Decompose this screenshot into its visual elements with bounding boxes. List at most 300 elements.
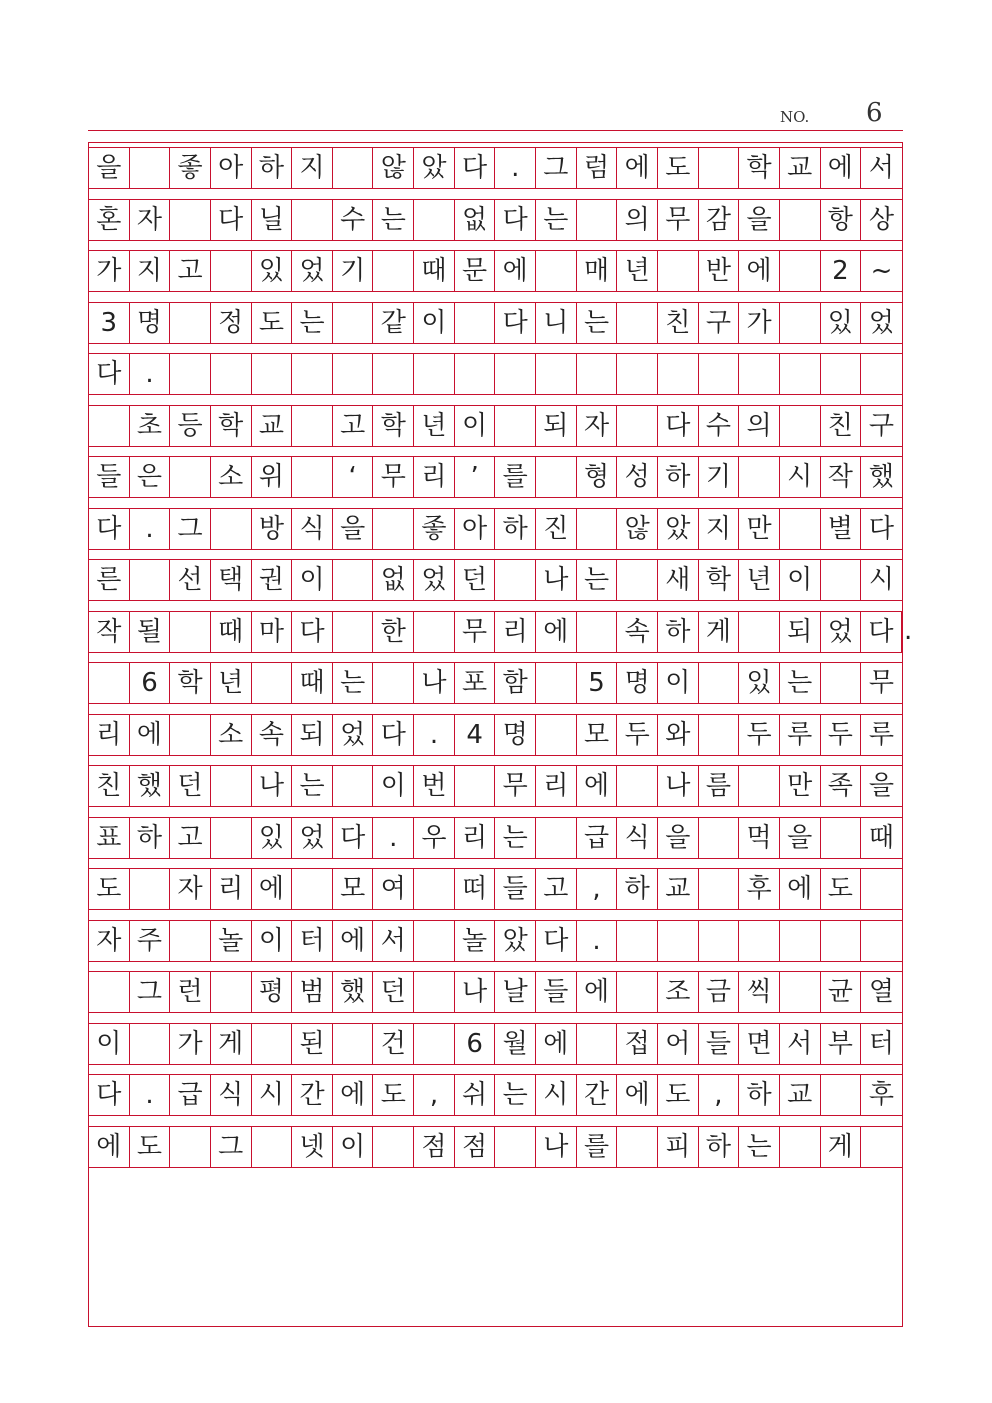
grid-cell — [617, 303, 658, 343]
grid-cell: 에 — [577, 972, 618, 1012]
grid-cell: 았 — [414, 148, 455, 188]
grid-cell — [861, 869, 902, 909]
grid-cell: 았 — [495, 921, 536, 961]
grid-cell: 형 — [577, 457, 618, 497]
grid-cell: 이 — [455, 406, 496, 446]
grid-cell: 등 — [170, 406, 211, 446]
grid-cell: 균 — [821, 972, 862, 1012]
grid-cell: 른 — [89, 560, 130, 600]
grid-cell: 이 — [292, 560, 333, 600]
grid-cell: 후 — [868, 1080, 895, 1110]
grid-cell: 다 — [89, 354, 130, 394]
grid-cell: 명 — [130, 303, 171, 343]
grid-cell — [699, 818, 740, 858]
grid-cell: 되 — [536, 406, 577, 446]
grid-cell: 되 — [292, 715, 333, 755]
grid-cell: 들 — [89, 457, 130, 497]
grid-cell: 의 — [739, 406, 780, 446]
grid-cell: . — [130, 509, 171, 549]
grid-cell: 고 — [170, 251, 211, 291]
grid-cell: 이 — [373, 766, 414, 806]
grid-cell: 우 — [414, 818, 455, 858]
grid-cell: 리 — [211, 869, 252, 909]
grid-cell: 기 — [699, 457, 740, 497]
grid-cell: 을 — [868, 771, 895, 801]
grid-cell: 했 — [130, 766, 171, 806]
grid-cell: 에 — [617, 148, 658, 188]
grid-cell: 모 — [577, 715, 618, 755]
grid-cell: 었 — [414, 560, 455, 600]
grid-cell — [333, 303, 374, 343]
grid-cell: 때 — [868, 822, 895, 853]
grid-cell: 던 — [455, 560, 496, 600]
grid-cell — [211, 766, 252, 806]
grid-cell — [536, 457, 577, 497]
grid-cell: 구 — [699, 303, 740, 343]
grid-cell: 무 — [658, 200, 699, 240]
grid-cell: , — [577, 869, 618, 909]
grid-cell: 있 — [252, 818, 293, 858]
grid-cell: . — [130, 1075, 171, 1115]
grid-cell: 친 — [821, 406, 862, 446]
grid-cell: , — [414, 1075, 455, 1115]
grid-cell — [252, 354, 293, 394]
page-number: 6 — [866, 98, 883, 128]
grid-cell: 름 — [699, 766, 740, 806]
grid-cell: . — [495, 148, 536, 188]
grid-cell — [333, 612, 374, 652]
grid-cell: 별 — [821, 509, 862, 549]
grid-cell: 도 — [821, 869, 862, 909]
grid-cell — [780, 972, 821, 1012]
grid-cell — [821, 354, 862, 394]
grid-cell: 있 — [821, 303, 862, 343]
header-rule — [88, 130, 903, 131]
grid-cell: 년 — [617, 251, 658, 291]
grid-cell: 권 — [252, 560, 293, 600]
grid-cell: . — [414, 715, 455, 755]
grid-cell: 리 — [414, 457, 455, 497]
grid-cell: 리 — [455, 818, 496, 858]
manuscript-line — [89, 559, 902, 601]
grid-cell: 학 — [373, 406, 414, 446]
grid-cell: 6 — [130, 663, 171, 703]
grid-cell: 이 — [658, 663, 699, 703]
grid-cell: 건 — [373, 1024, 414, 1064]
grid-cell — [658, 251, 699, 291]
grid-cell: 던 — [170, 766, 211, 806]
grid-cell: 식 — [292, 509, 333, 549]
grid-cell — [170, 715, 211, 755]
grid-cell: 두 — [739, 715, 780, 755]
grid-cell: 하 — [658, 612, 699, 652]
grid-cell: 에 — [739, 251, 780, 291]
grid-cell — [333, 766, 374, 806]
grid-cell: 다 — [89, 1075, 130, 1115]
grid-cell — [130, 560, 171, 600]
grid-cell — [699, 869, 740, 909]
grid-cell: 다 — [861, 612, 902, 652]
grid-cell: 상 — [868, 204, 895, 235]
grid-cell: 어 — [658, 1024, 699, 1064]
grid-cell — [780, 509, 821, 549]
grid-cell — [739, 921, 780, 961]
grid-cell: 는 — [577, 303, 618, 343]
grid-cell: 있 — [252, 251, 293, 291]
grid-cell: 먹 — [739, 818, 780, 858]
grid-cell: ‘ — [333, 457, 374, 497]
manuscript-line — [89, 302, 902, 344]
grid-cell: 없 — [373, 560, 414, 600]
grid-cell — [577, 354, 618, 394]
grid-cell: 도 — [373, 1075, 414, 1115]
grid-cell: 에 — [89, 1127, 130, 1167]
grid-cell: 무 — [868, 668, 895, 698]
grid-cell: 명 — [495, 715, 536, 755]
page-number-label: NO. — [780, 108, 810, 126]
grid-cell: 명 — [617, 663, 658, 703]
grid-cell: 니 — [536, 303, 577, 343]
grid-cell: 열 — [868, 977, 895, 1007]
grid-cell — [211, 354, 252, 394]
grid-cell: 그 — [211, 1127, 252, 1167]
grid-cell — [861, 1127, 902, 1167]
grid-cell: 나 — [658, 766, 699, 806]
grid-cell — [373, 354, 414, 394]
grid-cell: 시 — [252, 1075, 293, 1115]
grid-cell — [170, 612, 211, 652]
grid-cell — [495, 354, 536, 394]
grid-cell — [536, 251, 577, 291]
grid-cell: 6 — [455, 1024, 496, 1064]
grid-cell: 수 — [333, 200, 374, 240]
grid-cell: 다 — [536, 921, 577, 961]
manuscript-line — [89, 817, 902, 859]
grid-cell — [699, 921, 740, 961]
grid-cell: , — [699, 1075, 740, 1115]
grid-cell: 게 — [699, 612, 740, 652]
grid-cell: 있 — [739, 663, 780, 703]
grid-cell: 학 — [699, 560, 740, 600]
grid-cell: 터 — [292, 921, 333, 961]
grid-cell: 진 — [536, 509, 577, 549]
grid-cell: 다 — [495, 303, 536, 343]
grid-cell: 지 — [130, 251, 171, 291]
grid-cell: 여 — [373, 869, 414, 909]
manuscript-line — [89, 765, 902, 807]
grid-cell — [536, 354, 577, 394]
grid-cell: 나 — [455, 972, 496, 1012]
grid-cell — [739, 612, 780, 652]
grid-cell — [577, 1024, 618, 1064]
grid-cell: 에 — [821, 148, 862, 188]
grid-cell: 도 — [252, 303, 293, 343]
grid-cell: 했 — [333, 972, 374, 1012]
grid-cell: 하 — [699, 1127, 740, 1167]
grid-cell — [170, 1127, 211, 1167]
grid-cell: 서 — [373, 921, 414, 961]
grid-cell: 모 — [333, 869, 374, 909]
grid-cell: 을 — [333, 509, 374, 549]
grid-cell — [333, 354, 374, 394]
grid-cell: 아 — [211, 148, 252, 188]
grid-cell: 를 — [495, 457, 536, 497]
grid-cell — [739, 457, 780, 497]
manuscript-line — [89, 199, 902, 241]
grid-cell — [658, 921, 699, 961]
grid-cell: 는 — [495, 818, 536, 858]
grid-cell: 는 — [333, 663, 374, 703]
grid-cell: 된 — [292, 1024, 333, 1064]
grid-cell — [577, 612, 618, 652]
grid-cell: 의 — [617, 200, 658, 240]
grid-cell: 었 — [868, 307, 895, 338]
grid-cell: 조 — [658, 972, 699, 1012]
grid-cell: 급 — [170, 1075, 211, 1115]
grid-cell: 아 — [455, 509, 496, 549]
grid-cell: 될 — [130, 612, 171, 652]
grid-cell: 시 — [868, 565, 895, 595]
grid-cell — [617, 766, 658, 806]
grid-cell: 도 — [130, 1127, 171, 1167]
grid-cell: 문 — [455, 251, 496, 291]
grid-cell: 런 — [170, 972, 211, 1012]
grid-cell: 이 — [780, 560, 821, 600]
grid-cell — [780, 251, 821, 291]
grid-cell: ~ — [870, 256, 893, 286]
grid-cell: 에 — [617, 1075, 658, 1115]
grid-cell: 을 — [739, 200, 780, 240]
grid-cell — [211, 818, 252, 858]
grid-cell: 가 — [739, 303, 780, 343]
grid-cell: 게 — [821, 1127, 862, 1167]
grid-cell: 리 — [536, 766, 577, 806]
grid-cell: 학 — [211, 406, 252, 446]
grid-cell: 에 — [333, 921, 374, 961]
grid-cell — [211, 509, 252, 549]
grid-cell: 했 — [868, 462, 895, 492]
grid-cell: 식 — [617, 818, 658, 858]
grid-cell — [211, 251, 252, 291]
manuscript-line — [89, 971, 902, 1013]
grid-cell — [780, 921, 821, 961]
grid-cell: 위 — [252, 457, 293, 497]
grid-cell: 년 — [414, 406, 455, 446]
grid-cell: 들 — [699, 1024, 740, 1064]
grid-cell: 급 — [577, 818, 618, 858]
grid-cell: 무 — [495, 766, 536, 806]
grid-cell: 는 — [739, 1127, 780, 1167]
grid-cell: 나 — [536, 1127, 577, 1167]
grid-cell — [780, 200, 821, 240]
grid-cell — [292, 457, 333, 497]
grid-cell: 년 — [211, 663, 252, 703]
grid-cell: 이 — [414, 303, 455, 343]
grid-cell: 던 — [373, 972, 414, 1012]
grid-cell — [252, 663, 293, 703]
grid-cell — [292, 200, 333, 240]
grid-cell: 4 — [455, 715, 496, 755]
grid-cell: 두 — [821, 715, 862, 755]
grid-cell: 럼 — [577, 148, 618, 188]
grid-cell — [821, 663, 862, 703]
grid-cell: 는 — [373, 200, 414, 240]
grid-cell: 고 — [536, 869, 577, 909]
grid-cell — [373, 509, 414, 549]
manuscript-line — [89, 1023, 902, 1065]
grid-cell: 다 — [658, 406, 699, 446]
grid-cell: 자 — [577, 406, 618, 446]
grid-cell: 만 — [739, 509, 780, 549]
grid-cell: 택 — [211, 560, 252, 600]
grid-cell: 놀 — [211, 921, 252, 961]
grid-cell: 루 — [780, 715, 821, 755]
grid-cell — [617, 972, 658, 1012]
grid-cell — [617, 1127, 658, 1167]
grid-cell: 마 — [252, 612, 293, 652]
grid-cell: 도 — [658, 148, 699, 188]
grid-cell: 감 — [699, 200, 740, 240]
grid-cell: 도 — [658, 1075, 699, 1115]
grid-cell: 교 — [658, 869, 699, 909]
grid-cell: 그 — [536, 148, 577, 188]
grid-cell: 않 — [617, 509, 658, 549]
grid-cell: 는 — [577, 560, 618, 600]
grid-cell — [536, 663, 577, 703]
grid-cell: 을 — [658, 818, 699, 858]
grid-cell — [414, 972, 455, 1012]
grid-cell — [617, 921, 658, 961]
grid-cell — [699, 354, 740, 394]
grid-cell: 교 — [252, 406, 293, 446]
grid-cell — [617, 406, 658, 446]
grid-cell: 식 — [211, 1075, 252, 1115]
grid-cell: 포 — [455, 663, 496, 703]
grid-cell — [414, 869, 455, 909]
grid-cell: 다 — [455, 148, 496, 188]
grid-cell: 하 — [130, 818, 171, 858]
grid-cell: 가 — [89, 251, 130, 291]
grid-cell: 나 — [536, 560, 577, 600]
grid-cell: 반 — [699, 251, 740, 291]
grid-cell: 넷 — [292, 1127, 333, 1167]
grid-cell — [252, 1127, 293, 1167]
grid-cell — [89, 972, 130, 1012]
grid-cell: 두 — [617, 715, 658, 755]
grid-cell: 서 — [868, 153, 895, 183]
grid-cell — [292, 406, 333, 446]
grid-cell: . — [373, 818, 414, 858]
grid-cell: 부 — [821, 1024, 862, 1064]
grid-cell: 날 — [495, 972, 536, 1012]
grid-cell — [821, 560, 862, 600]
grid-cell — [861, 921, 902, 961]
grid-cell: . — [130, 354, 171, 394]
grid-cell: 지 — [292, 148, 333, 188]
grid-cell: 하 — [739, 1075, 780, 1115]
grid-cell: 놀 — [455, 921, 496, 961]
grid-cell: 면 — [739, 1024, 780, 1064]
grid-cell — [577, 509, 618, 549]
grid-cell — [780, 303, 821, 343]
grid-cell — [292, 354, 333, 394]
grid-cell: 이 — [252, 921, 293, 961]
grid-cell — [455, 303, 496, 343]
grid-cell: 들 — [536, 972, 577, 1012]
grid-cell: 범 — [292, 972, 333, 1012]
grid-cell: 기 — [333, 251, 374, 291]
grid-cell — [333, 1024, 374, 1064]
grid-cell: 교 — [780, 148, 821, 188]
grid-cell: 을 — [89, 148, 130, 188]
grid-cell: 표 — [89, 818, 130, 858]
grid-cell: 에 — [577, 766, 618, 806]
grid-cell: 에 — [495, 251, 536, 291]
grid-cell: 좋 — [414, 509, 455, 549]
grid-cell: 에 — [536, 1024, 577, 1064]
grid-cell — [414, 354, 455, 394]
grid-cell — [89, 406, 130, 446]
grid-cell — [373, 1127, 414, 1167]
grid-cell: 금 — [699, 972, 740, 1012]
grid-cell: 를 — [577, 1127, 618, 1167]
grid-cell: 그 — [130, 972, 171, 1012]
grid-cell: 나 — [252, 766, 293, 806]
grid-cell: 쉬 — [455, 1075, 496, 1115]
grid-cell: 터 — [868, 1028, 895, 1059]
grid-cell — [658, 354, 699, 394]
grid-cell — [739, 766, 780, 806]
grid-cell: 친 — [658, 303, 699, 343]
grid-cell: 지 — [699, 509, 740, 549]
grid-cell — [130, 1024, 171, 1064]
grid-cell: 았 — [658, 509, 699, 549]
grid-cell — [495, 560, 536, 600]
grid-cell: 때 — [211, 612, 252, 652]
grid-cell: 무 — [455, 612, 496, 652]
grid-cell: 년 — [739, 560, 780, 600]
grid-cell: 매 — [577, 251, 618, 291]
grid-cell: 한 — [373, 612, 414, 652]
grid-cell — [414, 612, 455, 652]
grid-cell: 좋 — [170, 148, 211, 188]
overflow-punctuation: . — [904, 615, 913, 646]
grid-cell — [536, 818, 577, 858]
grid-cell: 3 — [89, 303, 130, 343]
manuscript-line — [89, 405, 902, 447]
grid-cell: 에 — [252, 869, 293, 909]
grid-cell — [292, 869, 333, 909]
manuscript-line — [89, 611, 913, 653]
grid-cell: 하 — [252, 148, 293, 188]
grid-cell: 접 — [617, 1024, 658, 1064]
grid-cell — [373, 251, 414, 291]
grid-cell: 었 — [292, 818, 333, 858]
grid-cell: 리 — [89, 715, 130, 755]
manuscript-line — [89, 662, 902, 704]
grid-cell: 는 — [536, 200, 577, 240]
grid-cell: 자 — [89, 921, 130, 961]
grid-cell: 다 — [211, 200, 252, 240]
manuscript-line — [89, 250, 902, 292]
grid-cell: 고 — [333, 406, 374, 446]
grid-cell: 을 — [780, 818, 821, 858]
manuscript-line — [89, 456, 902, 498]
grid-cell: 게 — [211, 1024, 252, 1064]
grid-cell: 초 — [130, 406, 171, 446]
grid-cell — [455, 766, 496, 806]
grid-cell — [699, 663, 740, 703]
